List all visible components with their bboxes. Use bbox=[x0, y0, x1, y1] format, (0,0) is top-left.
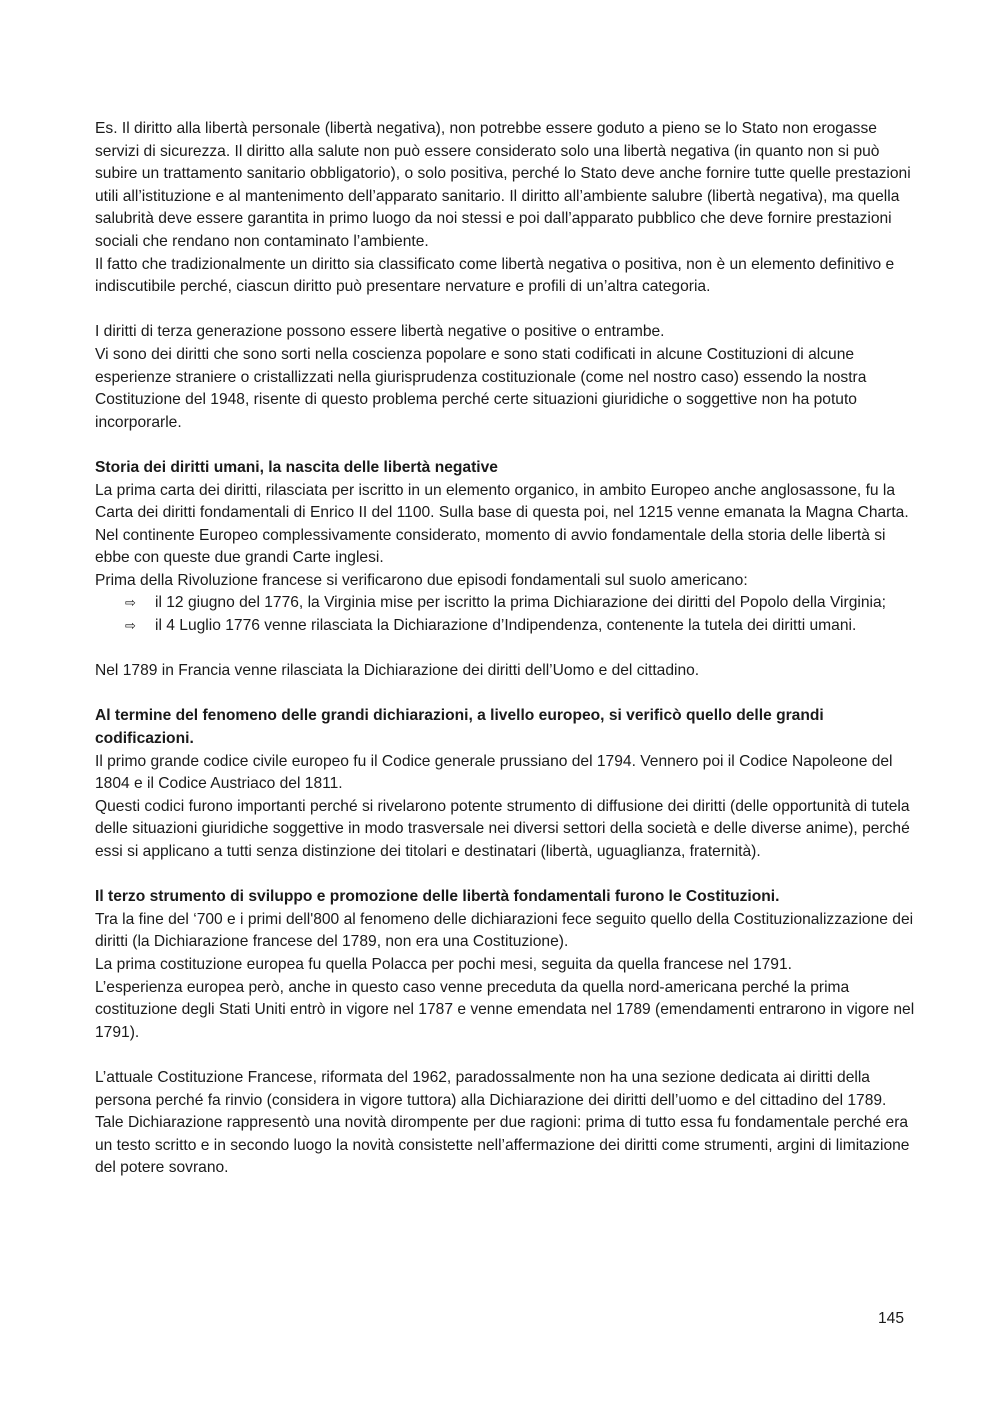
spacer bbox=[95, 683, 915, 706]
bullet-list bbox=[95, 592, 915, 637]
paragraph-before-revolution: Prima della Rivoluzione francese si verificarono due episodi fondamentali sul suolo americano: bbox=[95, 571, 748, 589]
paragraph-codes-importance: Questi codici furono importanti perché si rivelarono potente strumento di diffusione dei diritti (delle opportunità di tutela delle situazioni giuridiche soggettive in modo trasversale nei diversi settori della società e delle diverse anime), perché essi si applicano a tutti senza distinzione dei titolari e destinatari (libertà, uguaglianza, fraternità). bbox=[95, 797, 910, 860]
paragraph-france-1789: Nel 1789 in Francia venne rilasciata la Dichiarazione dei diritti dell’Uomo e del cittadino. bbox=[95, 662, 700, 680]
spacer bbox=[95, 434, 915, 457]
section-heading-codifications: Al termine del fenomeno delle grandi dichiarazioni, a livello europeo, si verificò quello delle grandi codificazioni. bbox=[95, 707, 824, 748]
list-item bbox=[125, 592, 915, 615]
section-heading-history: Storia dei diritti umani, la nascita delle libertà negative bbox=[95, 458, 498, 476]
paragraph-popular-conscience: Vi sono dei diritti che sono sorti nella coscienza popolare e sono stati codificati in alcune Costituzioni di alcune esperienze straniere o cristallizzati nella giurisprudenza costituzionale (come nel nostro caso) essendo la nostra Costituzione del 1948, risente di questo problema perché certe situazioni giuridiche o soggettive non ha potuto incorporarle. bbox=[95, 345, 867, 431]
paragraph-classification: Il fatto che tradizionalmente un diritto sia classificato come libertà negativa o positiva, non è un elemento definitivo e indiscutibile perché, ciascun diritto può presentare nervature e profili di un’altra categoria. bbox=[95, 255, 895, 296]
paragraph-rights-examples: Es. Il diritto alla libertà personale (libertà negativa), non potrebbe essere goduto a pieno se lo Stato non erogasse servizi di sicurezza. Il diritto alla salute non può essere considerato solo una libertà negativa (in quanto non si può subire un trattamento sanitario obbligatorio), o solo positiva, perché lo Stato deve anche fornire tutte quelle prestazioni utili all’istituzione e al mantenimento dell’apparato sanitario. Il diritto all’ambiente salubre (libertà negativa), ma quella salubrità deve essere garantita in primo luogo da noi stessi e poi dall’apparato pubblico che deve fornire prestazioni sociali che rendano non contaminato l’ambiente. bbox=[95, 120, 911, 250]
spacer bbox=[95, 299, 915, 322]
paragraph-french-constitution: L’attuale Costituzione Francese, riformata del 1962, paradossalmente non ha una sezione dedicata ai diritti della persona perché fa rinvio (considera in vigore tuttora) alla Dichiarazione dei diritti dell’uomo e del cittadino del 1789. Tale Dichiarazione rappresentò una novità dirompente per due ragioni: prima di tutto essa fu fondamentale perché era un testo scritto e in secondo luogo la novità consistette nell’affermazione dei diritti come strumenti, argini di limitazione del potere sovrano. bbox=[95, 1068, 910, 1177]
arrow-right-icon: ⇨ bbox=[125, 595, 136, 611]
paragraph-first-charter: La prima carta dei diritti, rilasciata per iscritto in un elemento organico, in ambito Europeo anche anglosassone, fu la Carta dei diritti fondamentali di Enrico II del 1100. Sulla base di questa poi, nel 1215 venne emanata la Magna Charta. Nel continente Europeo complessivamente considerato, momento di avvio fondamentale della storia delle libertà si ebbe con queste due grandi Carte inglesi. bbox=[95, 481, 909, 567]
paragraph-third-generation: I diritti di terza generazione possono essere libertà negative o positive o entrambe. bbox=[95, 323, 665, 341]
list-item-text: il 4 Luglio 1776 venne rilasciata la Dichiarazione d’Indipendenza, contenente la tutela dei diritti umani. bbox=[155, 617, 857, 635]
paragraph-american-experience: L’esperienza europea però, anche in questo caso venne preceduta da quella nord-americana perché la prima costituzione degli Stati Uniti entrò in vigore nel 1787 e venne emendata nel 1789 (emendamenti entrarono in vigore nel 1791). bbox=[95, 978, 915, 1041]
list-item bbox=[125, 615, 915, 638]
document-page bbox=[95, 118, 915, 1180]
paragraph-first-constitution: La prima costituzione europea fu quella Polacca per pochi mesi, seguita da quella francese nel 1791. bbox=[95, 955, 792, 973]
paragraph-constitutionalization: Tra la fine del ‘700 e i primi dell'800 al fenomeno delle dichiarazioni fece seguito quello della Costituzionalizzazione dei diritti (la Dichiarazione francese del 1789, non era una Costituzione). bbox=[95, 910, 914, 951]
spacer bbox=[95, 864, 915, 887]
page-number: 145 bbox=[877, 1310, 904, 1327]
spacer bbox=[95, 1044, 915, 1067]
arrow-right-icon: ⇨ bbox=[125, 618, 136, 634]
spacer bbox=[95, 638, 915, 661]
paragraph-first-civil-code: Il primo grande codice civile europeo fu il Codice generale prussiano del 1794. Vennero poi il Codice Napoleone del 1804 e il Codice Austriaco del 1811. bbox=[95, 752, 893, 793]
list-item-text: il 12 giugno del 1776, la Virginia mise per iscritto la prima Dichiarazione dei diritti del Popolo della Virginia; bbox=[155, 594, 886, 612]
section-heading-constitutions: Il terzo strumento di sviluppo e promozione delle libertà fondamentali furono le Costituzioni. bbox=[95, 888, 780, 906]
